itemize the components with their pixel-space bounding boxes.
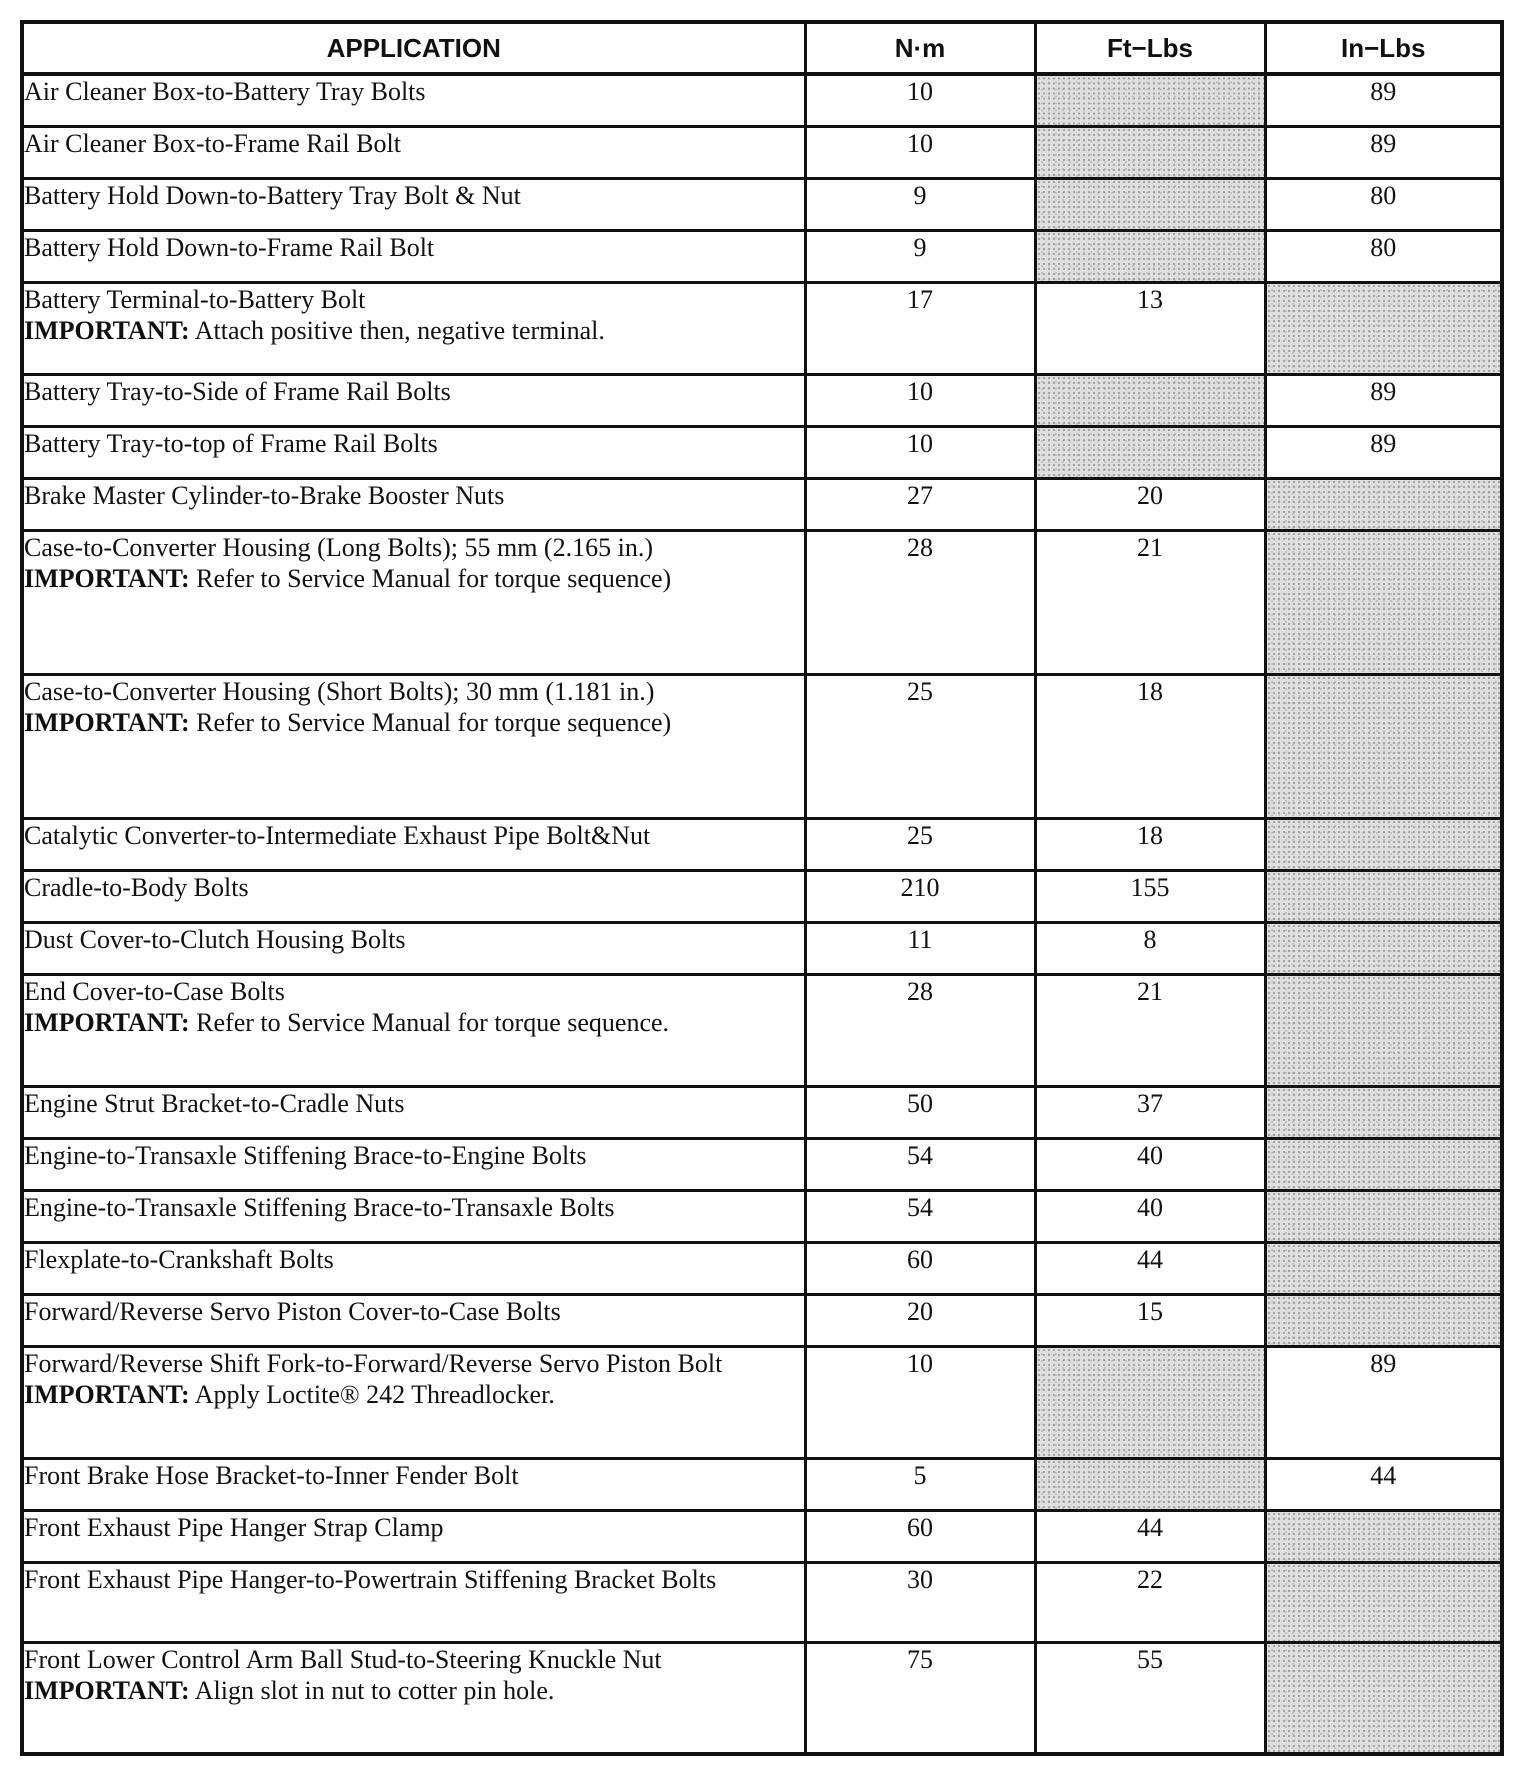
application-text: Battery Tray-to-Side of Frame Rail Bolts [24, 376, 451, 406]
cell-inlbs [1265, 1138, 1502, 1190]
important-note-text: Refer to Service Manual for torque sequence. [196, 1007, 670, 1037]
cell-ftlbs [1035, 126, 1265, 178]
application-text: Battery Hold Down-to-Frame Rail Bolt [24, 232, 435, 262]
important-note-text: Refer to Service Manual for torque sequence) [196, 707, 672, 737]
cell-ftlbs: 55 [1035, 1642, 1265, 1754]
cell-application [22, 818, 805, 870]
application-text: Case-to-Converter Housing (Short Bolts); 30 mm (1.181 in.) [24, 676, 655, 706]
important-note-text: Align slot in nut to cotter pin hole. [194, 1675, 555, 1705]
table-row [22, 1510, 1502, 1562]
cell-nm: 25 [805, 818, 1035, 870]
important-label: IMPORTANT: [24, 315, 190, 345]
application-text: Forward/Reverse Servo Piston Cover-to-Case Bolts [24, 1296, 561, 1326]
cell-inlbs [1265, 922, 1502, 974]
application-text: Battery Hold Down-to-Battery Tray Bolt & Nut [24, 180, 521, 210]
cell-application [22, 530, 805, 674]
cell-ftlbs: 20 [1035, 478, 1265, 530]
cell-inlbs: 89 [1265, 426, 1502, 478]
table-row [22, 74, 1502, 126]
cell-ftlbs: 21 [1035, 974, 1265, 1086]
table-row [22, 374, 1502, 426]
cell-nm: 54 [805, 1190, 1035, 1242]
cell-inlbs: 89 [1265, 1346, 1502, 1458]
cell-nm: 30 [805, 1562, 1035, 1642]
application-text: Front Exhaust Pipe Hanger Strap Clamp [24, 1512, 444, 1542]
cell-application [22, 922, 805, 974]
table-row [22, 230, 1502, 282]
cell-inlbs [1265, 1510, 1502, 1562]
cell-application [22, 1346, 805, 1458]
application-text: Case-to-Converter Housing (Long Bolts); 55 mm (2.165 in.) [24, 532, 653, 562]
important-label: IMPORTANT: [24, 1007, 190, 1037]
cell-ftlbs [1035, 230, 1265, 282]
important-note [24, 563, 804, 594]
important-label: IMPORTANT: [24, 707, 190, 737]
table-header-row [22, 22, 1502, 74]
cell-ftlbs [1035, 1458, 1265, 1510]
table-row [22, 1562, 1502, 1642]
application-text: Cradle-to-Body Bolts [24, 872, 249, 902]
cell-ftlbs [1035, 374, 1265, 426]
cell-application [22, 674, 805, 818]
important-note [24, 1379, 804, 1410]
cell-nm: 10 [805, 74, 1035, 126]
cell-inlbs: 80 [1265, 178, 1502, 230]
cell-nm: 60 [805, 1510, 1035, 1562]
important-note [24, 1007, 804, 1038]
cell-application [22, 870, 805, 922]
cell-inlbs [1265, 974, 1502, 1086]
cell-inlbs: 44 [1265, 1458, 1502, 1510]
table-row [22, 1190, 1502, 1242]
table-row [22, 922, 1502, 974]
cell-nm: 20 [805, 1294, 1035, 1346]
cell-ftlbs: 44 [1035, 1510, 1265, 1562]
cell-nm: 25 [805, 674, 1035, 818]
cell-ftlbs: 15 [1035, 1294, 1265, 1346]
application-text: Front Brake Hose Bracket-to-Inner Fender Bolt [24, 1460, 519, 1490]
cell-nm: 9 [805, 230, 1035, 282]
cell-inlbs [1265, 1190, 1502, 1242]
important-label: IMPORTANT: [24, 563, 190, 593]
table-row [22, 1086, 1502, 1138]
cell-application [22, 282, 805, 374]
cell-ftlbs: 22 [1035, 1562, 1265, 1642]
cell-application [22, 974, 805, 1086]
cell-nm: 50 [805, 1086, 1035, 1138]
cell-application [22, 1138, 805, 1190]
cell-application [22, 426, 805, 478]
application-text: Battery Terminal-to-Battery Bolt [24, 284, 366, 314]
cell-application [22, 1086, 805, 1138]
cell-nm: 28 [805, 974, 1035, 1086]
cell-nm: 17 [805, 282, 1035, 374]
cell-nm: 28 [805, 530, 1035, 674]
table-row [22, 1642, 1502, 1754]
cell-application [22, 1294, 805, 1346]
cell-nm: 10 [805, 126, 1035, 178]
cell-application [22, 374, 805, 426]
application-text: Engine-to-Transaxle Stiffening Brace-to-Transaxle Bolts [24, 1192, 615, 1222]
torque-spec-table [20, 20, 1504, 1756]
table-row [22, 426, 1502, 478]
cell-nm: 27 [805, 478, 1035, 530]
important-note-text: Refer to Service Manual for torque sequence) [196, 563, 672, 593]
application-text: Brake Master Cylinder-to-Brake Booster Nuts [24, 480, 505, 510]
cell-inlbs [1265, 1294, 1502, 1346]
cell-nm: 60 [805, 1242, 1035, 1294]
cell-inlbs: 89 [1265, 126, 1502, 178]
cell-nm: 5 [805, 1458, 1035, 1510]
cell-ftlbs [1035, 74, 1265, 126]
cell-nm: 10 [805, 1346, 1035, 1458]
important-note [24, 707, 804, 738]
cell-inlbs [1265, 674, 1502, 818]
application-text: Flexplate-to-Crankshaft Bolts [24, 1244, 334, 1274]
important-label: IMPORTANT: [24, 1675, 190, 1705]
table-row [22, 674, 1502, 818]
table-row [22, 974, 1502, 1086]
important-label: IMPORTANT: [24, 1379, 190, 1409]
cell-ftlbs: 13 [1035, 282, 1265, 374]
cell-application [22, 1458, 805, 1510]
cell-application [22, 1190, 805, 1242]
important-note [24, 1675, 804, 1706]
important-note-text: Attach positive then, negative terminal. [194, 315, 605, 345]
cell-inlbs [1265, 282, 1502, 374]
cell-application [22, 126, 805, 178]
application-text: Front Lower Control Arm Ball Stud-to-Steering Knuckle Nut [24, 1644, 662, 1674]
cell-nm: 75 [805, 1642, 1035, 1754]
cell-nm: 10 [805, 426, 1035, 478]
header-nm: N·m [805, 22, 1035, 74]
application-text: Dust Cover-to-Clutch Housing Bolts [24, 924, 406, 954]
cell-inlbs: 89 [1265, 374, 1502, 426]
cell-ftlbs: 44 [1035, 1242, 1265, 1294]
application-text: Catalytic Converter-to-Intermediate Exhaust Pipe Bolt&Nut [24, 820, 651, 850]
application-text: Forward/Reverse Shift Fork-to-Forward/Reverse Servo Piston Bolt [24, 1348, 723, 1378]
cell-ftlbs: 21 [1035, 530, 1265, 674]
cell-inlbs [1265, 530, 1502, 674]
table-row [22, 1294, 1502, 1346]
cell-ftlbs: 18 [1035, 674, 1265, 818]
application-text: End Cover-to-Case Bolts [24, 976, 285, 1006]
table-row [22, 178, 1502, 230]
important-note [24, 315, 804, 346]
cell-nm: 9 [805, 178, 1035, 230]
cell-application [22, 1510, 805, 1562]
cell-ftlbs: 40 [1035, 1138, 1265, 1190]
header-ftlbs: Ft−Lbs [1035, 22, 1265, 74]
cell-inlbs [1265, 1086, 1502, 1138]
cell-ftlbs: 18 [1035, 818, 1265, 870]
cell-nm: 11 [805, 922, 1035, 974]
cell-nm: 10 [805, 374, 1035, 426]
important-note-text: Apply Loctite® 242 Threadlocker. [194, 1379, 555, 1409]
cell-ftlbs: 40 [1035, 1190, 1265, 1242]
cell-inlbs [1265, 870, 1502, 922]
cell-inlbs [1265, 1562, 1502, 1642]
application-text: Front Exhaust Pipe Hanger-to-Powertrain Stiffening Bracket Bolts [24, 1564, 717, 1594]
application-text: Engine-to-Transaxle Stiffening Brace-to-Engine Bolts [24, 1140, 587, 1170]
application-text: Battery Tray-to-top of Frame Rail Bolts [24, 428, 438, 458]
application-text: Air Cleaner Box-to-Battery Tray Bolts [24, 77, 426, 106]
cell-ftlbs [1035, 178, 1265, 230]
table-row [22, 1138, 1502, 1190]
cell-nm: 54 [805, 1138, 1035, 1190]
cell-application [22, 230, 805, 282]
cell-inlbs [1265, 478, 1502, 530]
cell-nm: 210 [805, 870, 1035, 922]
cell-application [22, 178, 805, 230]
table-row [22, 1346, 1502, 1458]
cell-ftlbs: 8 [1035, 922, 1265, 974]
table-row [22, 870, 1502, 922]
table-row [22, 282, 1502, 374]
table-row [22, 478, 1502, 530]
application-text: Air Cleaner Box-to-Frame Rail Bolt [24, 128, 401, 158]
table-row [22, 818, 1502, 870]
cell-ftlbs [1035, 426, 1265, 478]
header-inlbs: In−Lbs [1265, 22, 1502, 74]
cell-application [22, 1562, 805, 1642]
table-row [22, 1458, 1502, 1510]
cell-application [22, 478, 805, 530]
cell-inlbs [1265, 818, 1502, 870]
table-row [22, 126, 1502, 178]
table-row [22, 530, 1502, 674]
application-text: Engine Strut Bracket-to-Cradle Nuts [24, 1088, 405, 1118]
cell-inlbs [1265, 1642, 1502, 1754]
header-application: APPLICATION [22, 22, 805, 74]
cell-inlbs: 89 [1265, 74, 1502, 126]
table-body [22, 74, 1502, 1754]
torque-spec-sheet [20, 20, 1500, 1760]
cell-application [22, 74, 805, 126]
cell-inlbs: 80 [1265, 230, 1502, 282]
cell-inlbs [1265, 1242, 1502, 1294]
cell-application [22, 1642, 805, 1754]
cell-application [22, 1242, 805, 1294]
table-row [22, 1242, 1502, 1294]
cell-ftlbs [1035, 1346, 1265, 1458]
cell-ftlbs: 37 [1035, 1086, 1265, 1138]
cell-ftlbs: 155 [1035, 870, 1265, 922]
